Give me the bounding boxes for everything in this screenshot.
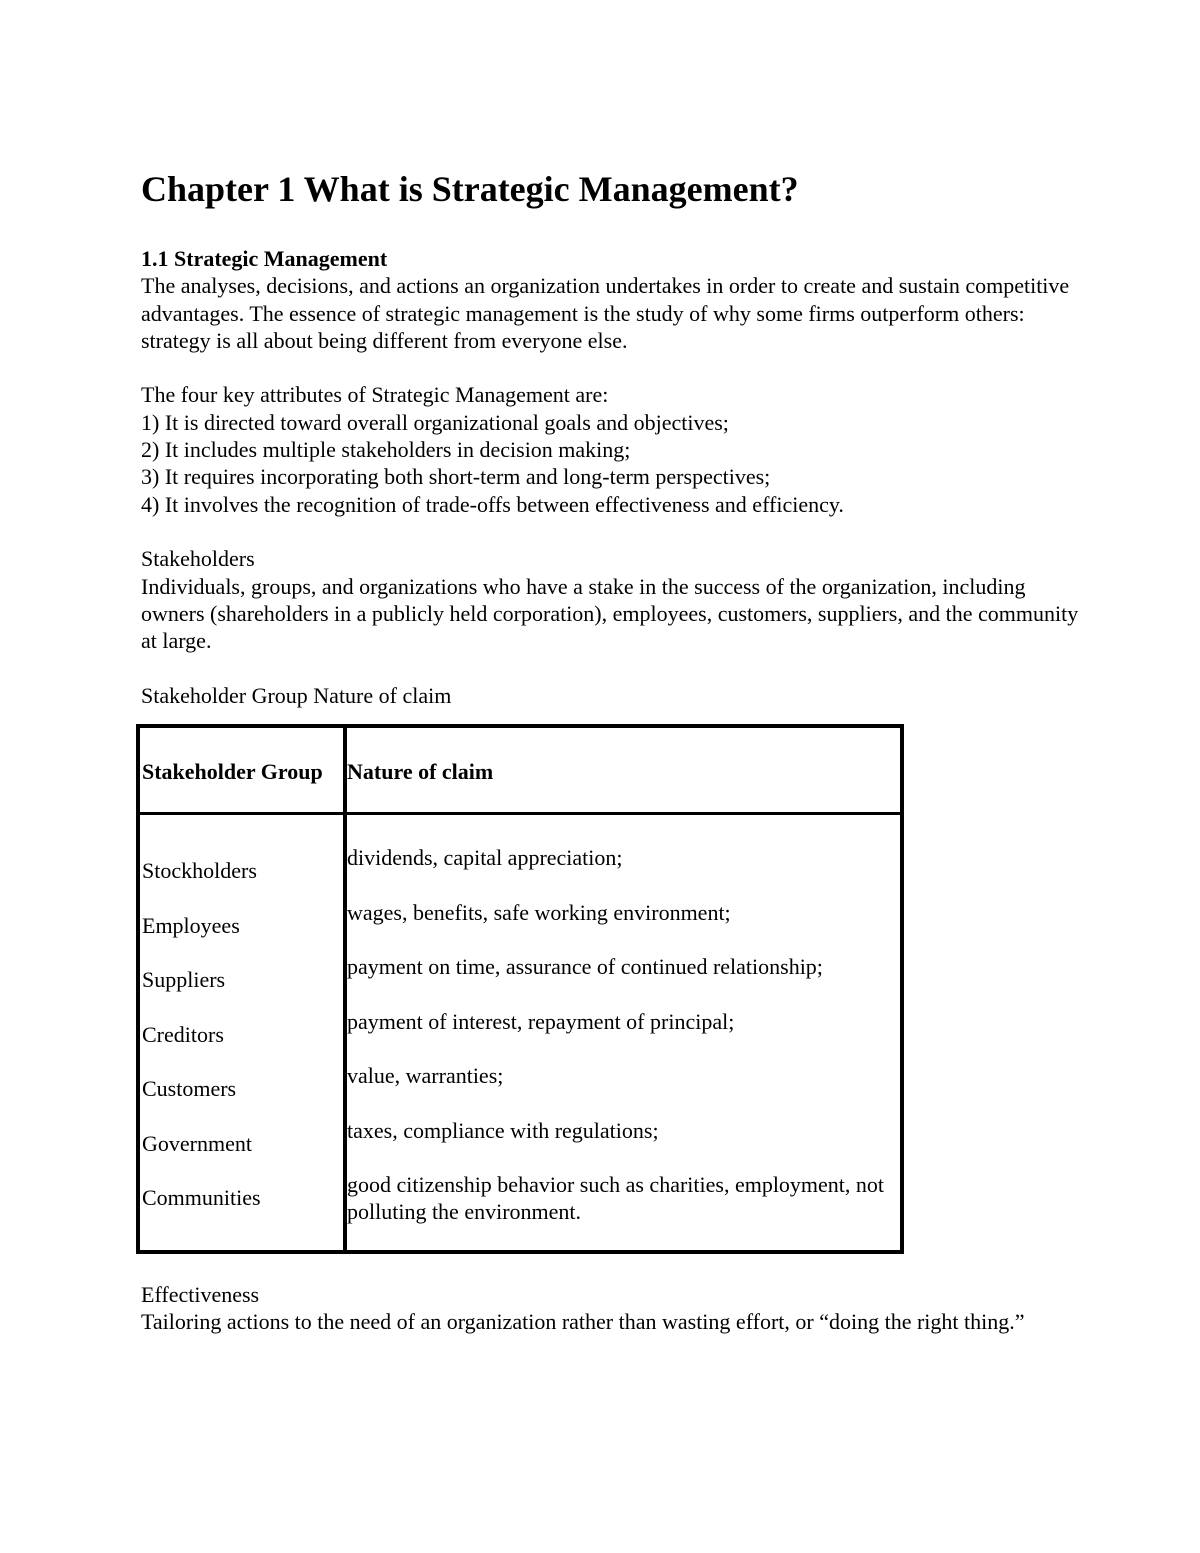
document-body xyxy=(141,166,1081,709)
chapter-title: Chapter 1 What is Strategic Management? xyxy=(141,169,799,209)
table-cell-group: Communities xyxy=(142,1185,261,1210)
table-cell-group: Creditors xyxy=(142,1022,224,1047)
intro-paragraph: The analyses, decisions, and actions an organization undertakes in order to create and sustain competitive advantages. The essence of strategic management is the study of why some firms outperform others: strategy is all about being different from everyone else. xyxy=(141,273,1070,353)
table-cell-group: Suppliers xyxy=(142,967,226,992)
effectiveness-paragraph: Tailoring actions to the need of an organization rather than wasting effort, or “doing the right thing.” xyxy=(141,1309,1025,1335)
attributes-intro: The four key attributes of Strategic Management are: xyxy=(141,382,609,408)
table-cell-claim: payment on time, assurance of continued relationship; xyxy=(347,954,823,979)
attribute-item: 2) It includes multiple stakeholders in decision making; xyxy=(141,437,631,463)
effectiveness-heading: Effectiveness xyxy=(141,1282,260,1307)
stakeholders-heading: Stakeholders xyxy=(141,546,255,572)
table-cell-claim: payment of interest, repayment of principal; xyxy=(347,1009,735,1034)
table-cell-group: Customers xyxy=(142,1076,237,1101)
effectiveness-section xyxy=(141,1281,1081,1336)
table-header-divider xyxy=(140,812,900,815)
stakeholder-table xyxy=(136,724,904,1254)
table-cell-claim: value, warranties; xyxy=(347,1063,504,1088)
table-cell-claim: good citizenship behavior such as charities, employment, not polluting the environment. xyxy=(347,1172,885,1224)
table-header-nature-of-claim: Nature of claim xyxy=(347,759,494,784)
table-cell-claim: dividends, capital appreciation; xyxy=(347,845,623,870)
table-header-stakeholder-group: Stakeholder Group xyxy=(142,759,323,784)
attribute-item: 1) It is directed toward overall organizational goals and objectives; xyxy=(141,409,729,435)
table-cell-group: Stockholders xyxy=(142,858,257,883)
table-cell-claim: wages, benefits, safe working environment; xyxy=(347,900,731,925)
table-cell-group: Employees xyxy=(142,913,240,938)
table-cell-group: Government xyxy=(142,1131,252,1156)
stakeholders-paragraph: Individuals, groups, and organizations who have a stake in the success of the organization, including owners (shareholders in a publicly held corporation), employees, customers, suppliers, and the community at large. xyxy=(141,573,1079,654)
section-heading: 1.1 Strategic Management xyxy=(141,246,388,271)
table-cell-claim: taxes, compliance with regulations; xyxy=(347,1118,659,1143)
attribute-item: 3) It requires incorporating both short-term and long-term perspectives; xyxy=(141,464,771,490)
attribute-item: 4) It involves the recognition of trade-offs between effectiveness and efficiency. xyxy=(141,491,844,517)
table-caption: Stakeholder Group Nature of claim xyxy=(141,682,452,708)
